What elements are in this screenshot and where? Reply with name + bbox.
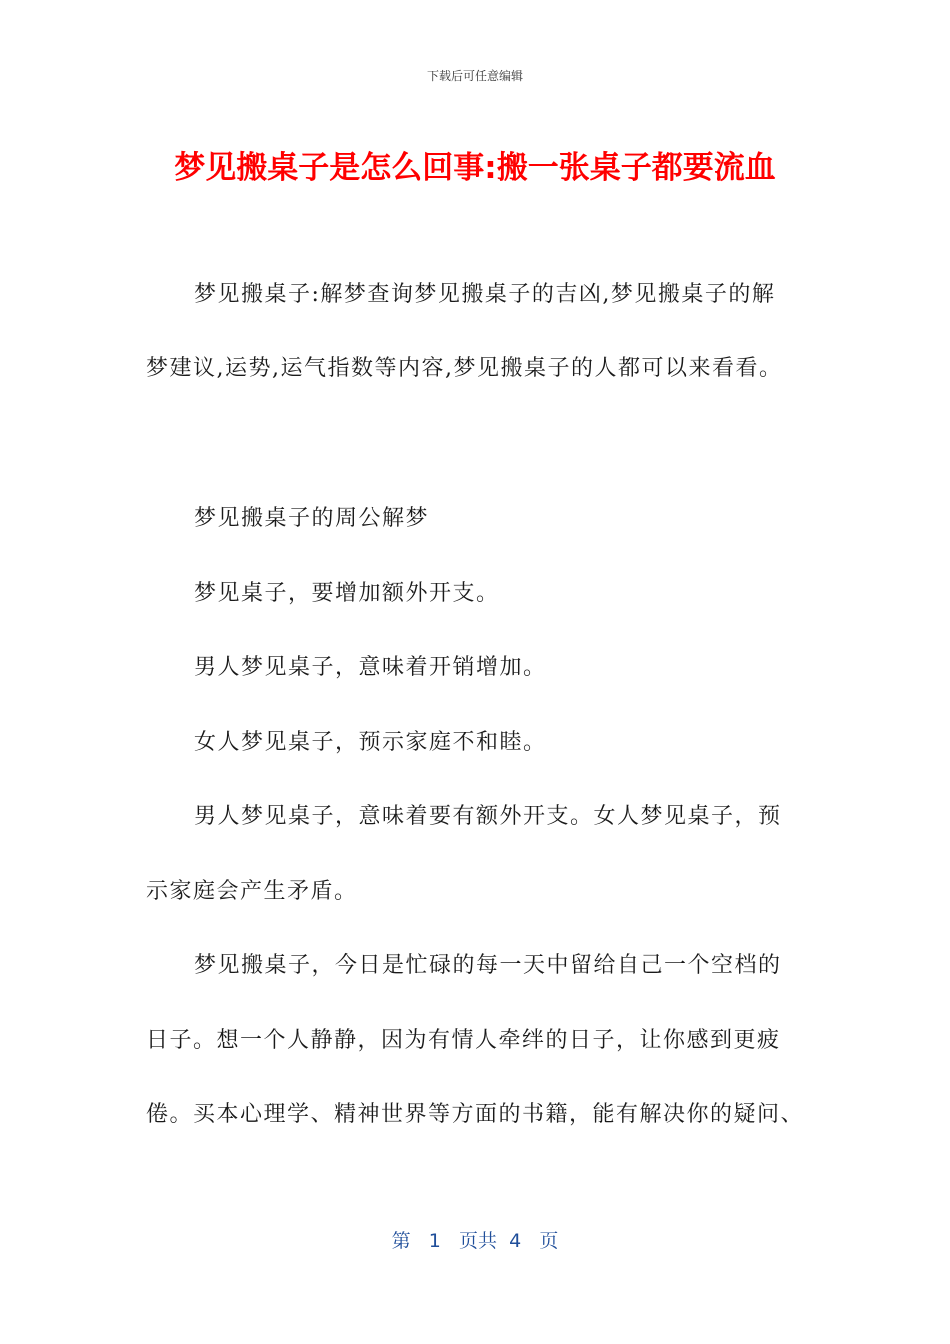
paragraph-line: 倦。买本心理学、精神世界等方面的书籍，能有解决你的疑问、: [146, 1102, 805, 1127]
section-heading: 梦见搬桌子的周公解梦: [194, 506, 430, 531]
paragraph-line: 示家庭会产生矛盾。: [146, 879, 358, 904]
footer-middle: 页共: [459, 1230, 498, 1252]
header-note: 下载后可任意编辑: [426, 69, 523, 83]
paragraph-line: 梦见桌子，要增加额外开支。: [194, 581, 500, 606]
paragraph-line: 梦建议,运势,运气指数等内容,梦见搬桌子的人都可以来看看。: [146, 356, 783, 381]
document-title: 梦见搬桌子是怎么回事:搬一张桌子都要流血: [174, 150, 776, 186]
paragraph-line: 男人梦见桌子，意味着要有额外开支。女人梦见桌子，预: [194, 804, 782, 829]
footer-suffix: 页: [539, 1230, 559, 1252]
paragraph-line: 梦见搬桌子:解梦查询梦见搬桌子的吉凶,梦见搬桌子的解: [194, 282, 776, 307]
footer-prefix: 第: [391, 1230, 411, 1252]
paragraph-line: 梦见搬桌子，今日是忙碌的每一天中留给自己一个空档的: [194, 953, 782, 978]
current-page-number: 1: [428, 1230, 441, 1252]
paragraph-line: 女人梦见桌子，预示家庭不和睦。: [194, 730, 547, 755]
total-pages-number: 4: [509, 1230, 522, 1252]
page-footer: [0, 1226, 950, 1253]
paragraph-line: 日子。想一个人静静，因为有情人牵绊的日子，让你感到更疲: [146, 1028, 781, 1053]
paragraph-line: 男人梦见桌子，意味着开销增加。: [194, 655, 547, 680]
